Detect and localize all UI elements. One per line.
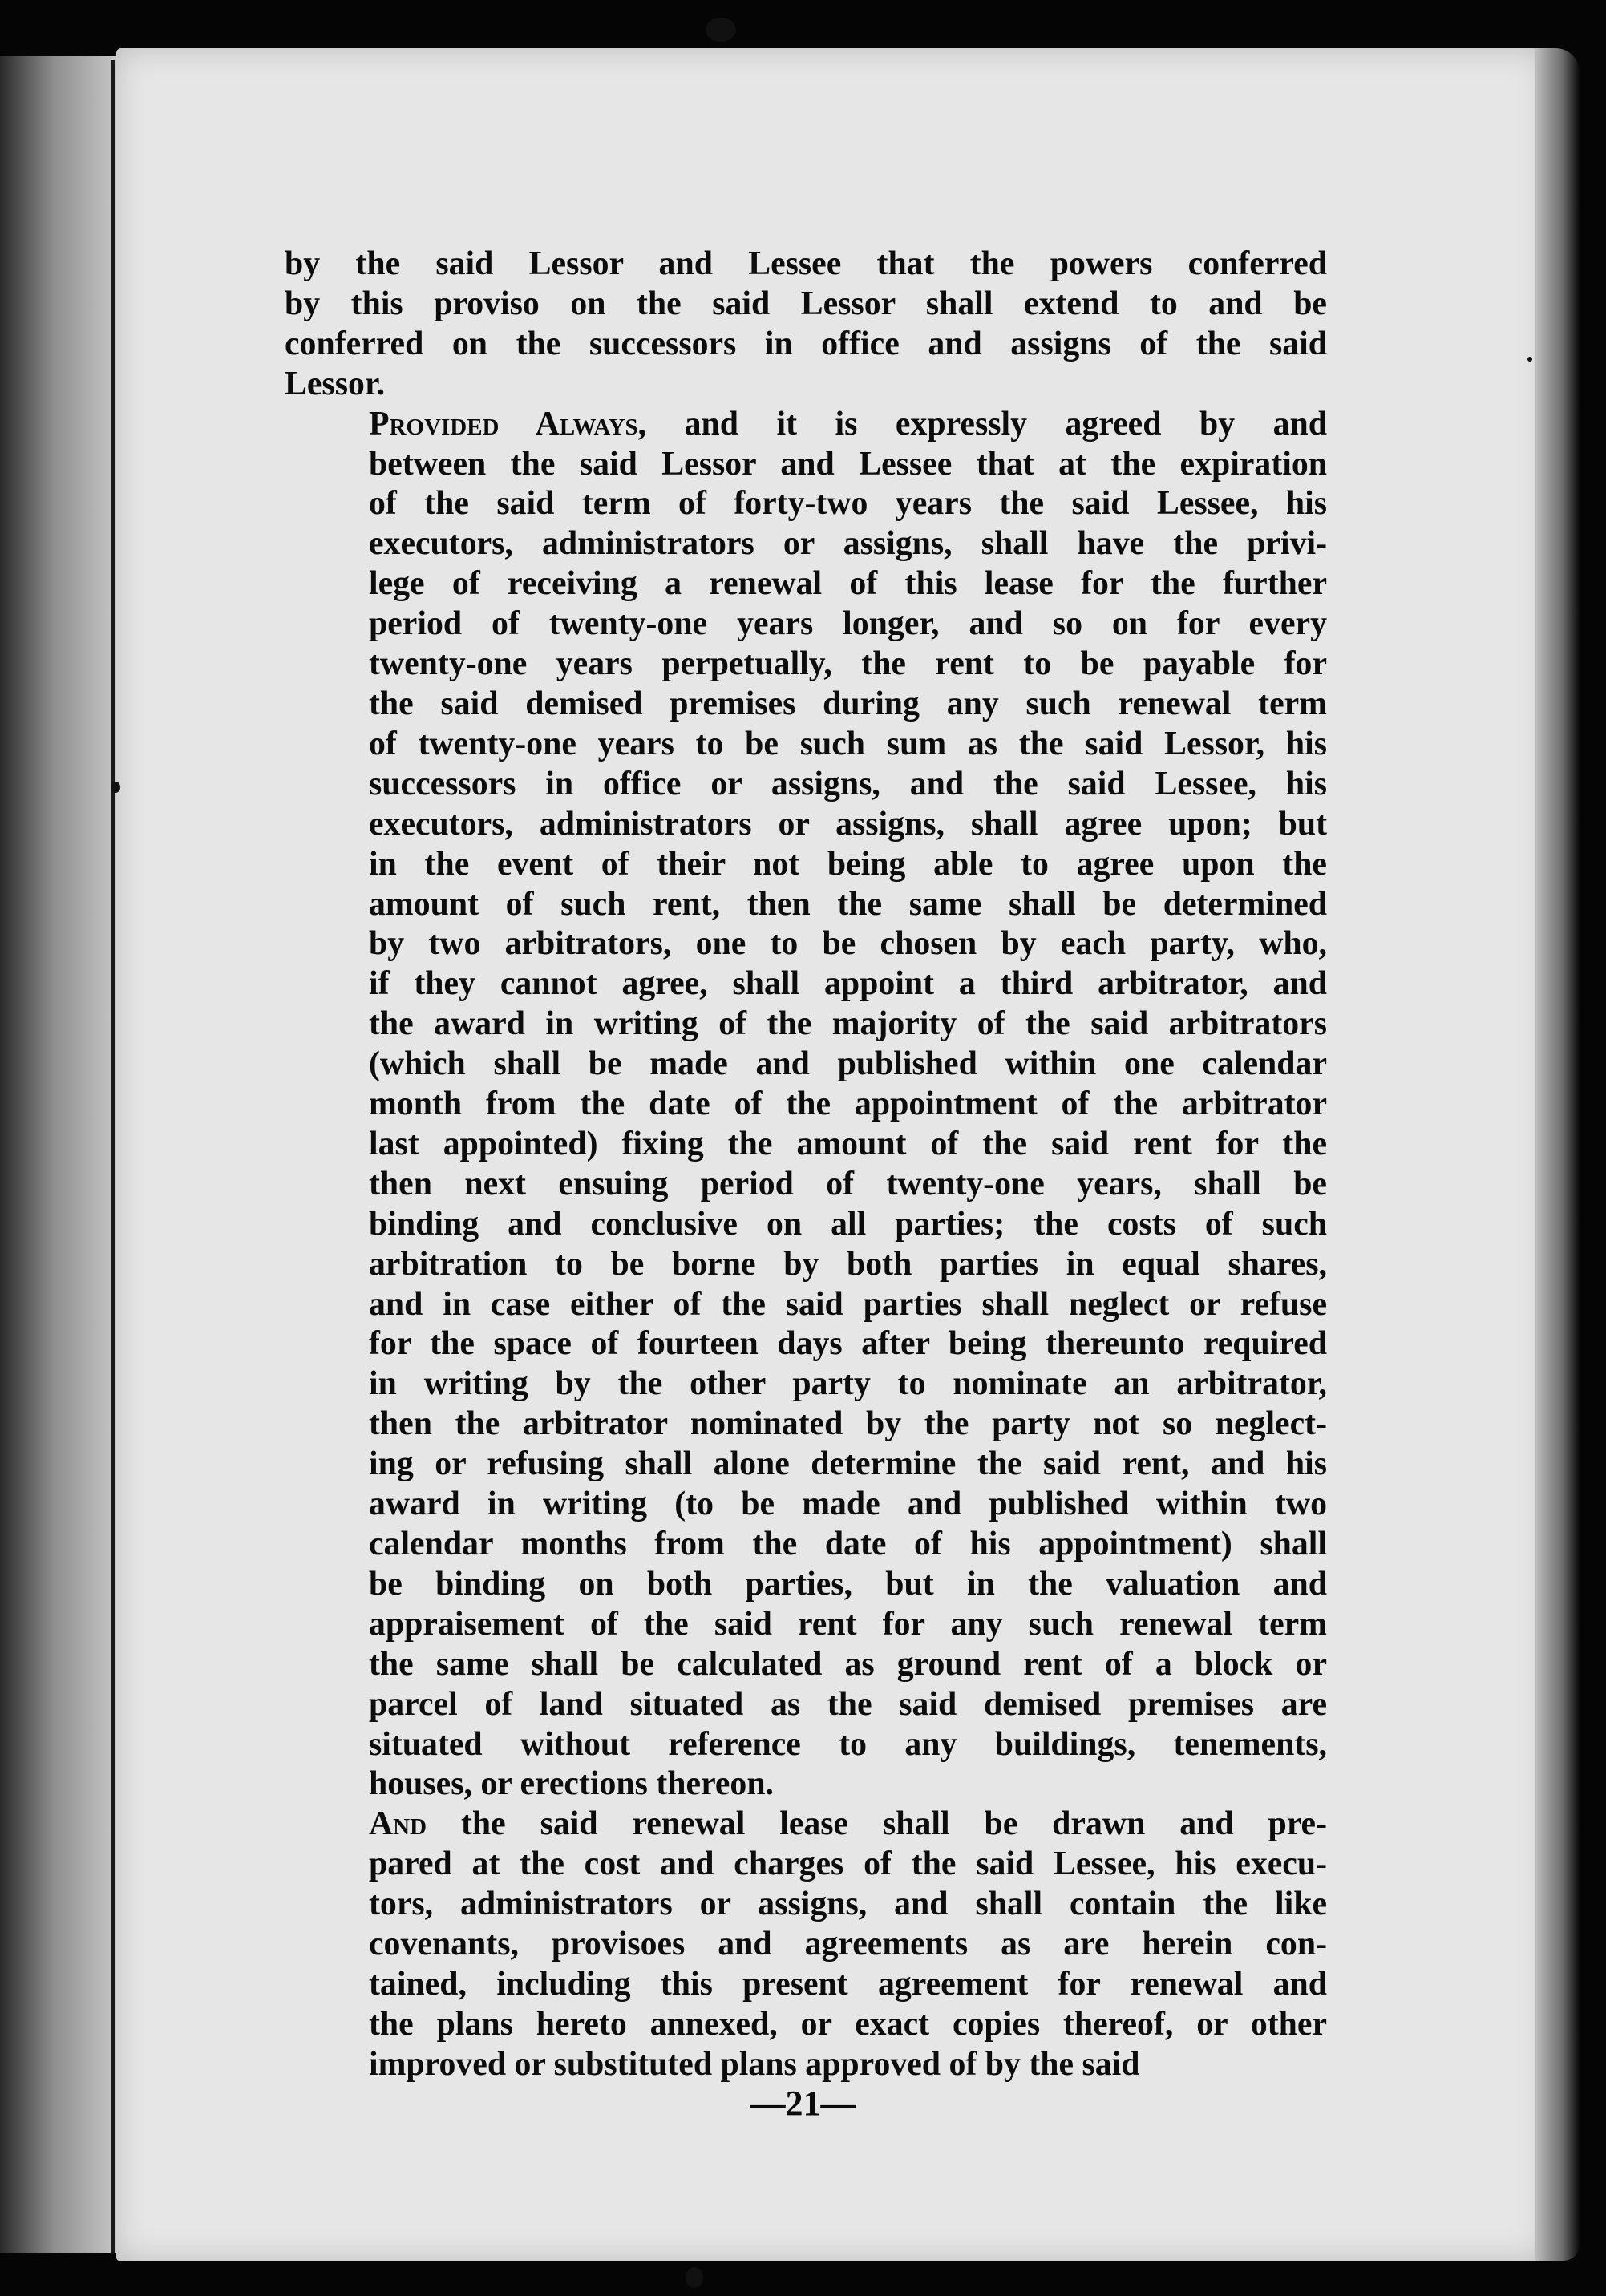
text-line: executors, administrators or assigns, shall agree upon; but xyxy=(369,805,1327,843)
text-line: conferred on the successors in office and assigns of the said xyxy=(285,325,1327,362)
text-line: last appointed) fixing the amount of the said rent for the xyxy=(369,1125,1327,1162)
page-number: —21— xyxy=(750,2084,856,2123)
text-line: (which shall be made and published within one calendar xyxy=(369,1045,1327,1083)
text-line: in writing by the other party to nominate an arbitrator, xyxy=(369,1365,1327,1403)
text-line: month from the date of the appointment of the arbitrator xyxy=(369,1085,1327,1123)
paragraph-lead: Provided Always, xyxy=(369,405,647,443)
text-line: lege of receiving a renewal of this lease for the further xyxy=(369,565,1327,603)
text-line-rest: and it is expressly agreed by and xyxy=(646,405,1327,443)
text-line: binding and conclusive on all parties; the costs of such xyxy=(369,1205,1327,1243)
paragraph-lead: And xyxy=(369,1805,427,1843)
text-line: the plans hereto annexed, or exact copies thereof, or other xyxy=(369,2005,1327,2043)
text-line: Lessor. xyxy=(285,365,386,402)
text-line: by this proviso on the said Lessor shall extend to and be xyxy=(285,285,1327,322)
bottom-scan-blemish xyxy=(686,2267,703,2288)
text-line: improved or substituted plans approved of by the said xyxy=(369,2045,1140,2083)
text-line: appraisement of the said rent for any such renewal term xyxy=(369,1605,1327,1643)
text-line: by the said Lessor and Lessee that the powers conferred xyxy=(285,245,1327,282)
paragraph xyxy=(285,245,1327,405)
text-line: the same shall be calculated as ground rent of a block or xyxy=(369,1645,1327,1683)
book-spine-edge xyxy=(111,60,115,2253)
text-line: amount of such rent, then the same shall be determined xyxy=(369,885,1327,923)
text-line: for the space of fourteen days after being thereunto required xyxy=(369,1325,1327,1363)
text-line: executors, administrators or assigns, shall have the privi- xyxy=(369,525,1327,563)
scan-left-background xyxy=(0,56,120,2253)
text-line: twenty-one years perpetually, the rent to be payable for xyxy=(369,645,1327,683)
text-line: be binding on both parties, but in the valuation and xyxy=(369,1565,1327,1603)
text-line: the award in writing of the majority of the said arbitrators xyxy=(369,1005,1327,1043)
margin-mark-right xyxy=(1527,357,1532,362)
text-line-rest: the said renewal lease shall be drawn and pre- xyxy=(427,1805,1327,1843)
text-line: tained, including this present agreement for renewal and xyxy=(369,1965,1327,2003)
text-line: calendar months from the date of his appointment) shall xyxy=(369,1526,1327,1562)
text-line: period of twenty-one years longer, and so on for every xyxy=(369,605,1327,643)
text-line: arbitration to be borne by both parties in equal shares, xyxy=(369,1245,1327,1283)
text-line: houses, or erections thereon. xyxy=(369,1765,775,1803)
text-line: if they cannot agree, shall appoint a third arbitrator, and xyxy=(369,965,1327,1003)
text-line: situated without reference to any buildings, tenements, xyxy=(369,1725,1327,1763)
top-scan-blemish xyxy=(706,18,736,42)
text-line xyxy=(285,405,1327,445)
page-right-edge-shadow xyxy=(1535,48,1580,2261)
text-line: award in writing (to be made and published within two xyxy=(369,1486,1327,1523)
text-line: by two arbitrators, one to be chosen by each party, who, xyxy=(369,925,1327,963)
text-line: parcel of land situated as the said demised premises are xyxy=(369,1685,1327,1723)
text-line xyxy=(285,1805,1327,1845)
text-line: in the event of their not being able to agree upon the xyxy=(369,845,1327,883)
text-line: of twenty-one years to be such sum as the said Lessor, his xyxy=(369,725,1327,762)
paragraph xyxy=(285,405,1327,1805)
paragraph xyxy=(285,1805,1327,2084)
text-line: then the arbitrator nominated by the party not so neglect- xyxy=(369,1405,1327,1443)
text-line: the said demised premises during any such renewal term xyxy=(369,685,1327,722)
text-line: covenants, provisoes and agreements as are herein con- xyxy=(369,1926,1327,1963)
margin-mark-left xyxy=(111,782,120,793)
text-line: successors in office or assigns, and the said Lessee, his xyxy=(369,765,1327,802)
text-line: pared at the cost and charges of the said Lessee, his execu- xyxy=(369,1845,1327,1883)
text-line: of the said term of forty-two years the said Lessee, his xyxy=(369,485,1327,523)
text-line: between the said Lessor and Lessee that at the expiration xyxy=(369,445,1327,483)
text-line: and in case either of the said parties shall neglect or refuse xyxy=(369,1285,1327,1323)
text-line: then next ensuing period of twenty-one years, shall be xyxy=(369,1165,1327,1203)
body-text xyxy=(285,245,1327,2085)
text-line: ing or refusing shall alone determine the said rent, and his xyxy=(369,1445,1327,1483)
text-line: tors, administrators or assigns, and shall contain the like xyxy=(369,1886,1327,1923)
